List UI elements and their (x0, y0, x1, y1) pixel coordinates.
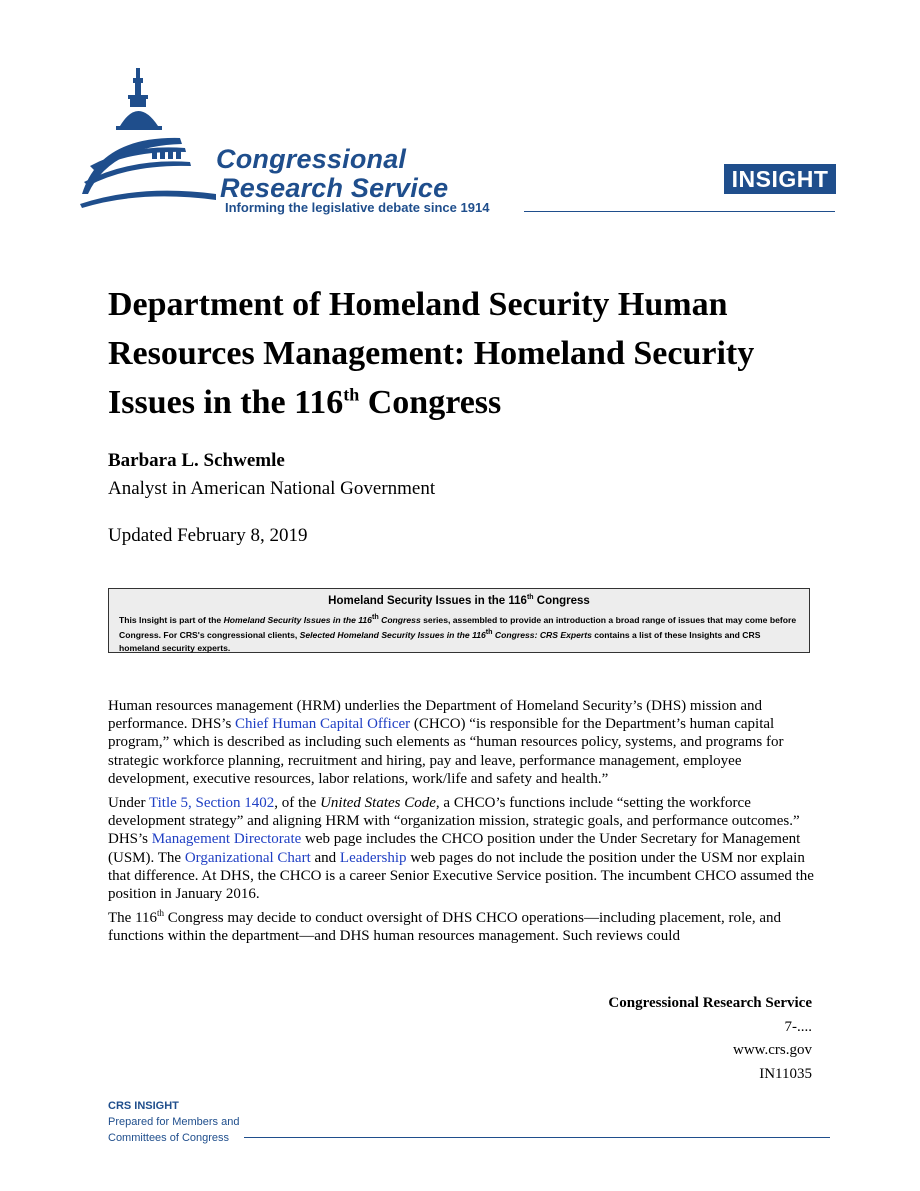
p2-text-a: Under (108, 795, 149, 812)
series-title-sup: th (526, 594, 534, 601)
p2-text-f: web pages do not include the position under the USM nor explain that difference. At DHS, the CHCO is a career Senior Executive Service position. The incumbent CHCO assumed the position in January 2016. (108, 849, 814, 903)
document-title (108, 280, 828, 427)
updated-date: Updated February 8, 2019 (108, 525, 308, 546)
crs-label: Congressional Research Service (608, 995, 812, 1011)
p2-text-c: , a CHCO’s functions include “setting the workforce development strategy” and aligning HRM with “organization mission, strategic goals, and performance outcomes.” DHS’s (108, 795, 800, 848)
p2-text-b: , of the (274, 795, 321, 812)
p3-text-a: The 116 (108, 910, 158, 927)
insight-badge: INSIGHT (724, 164, 836, 194)
footer-line-3: Committees of Congress (108, 1132, 230, 1144)
logo-tagline: Informing the legislative debate since 1914 (225, 200, 490, 215)
logo-line-congressional: Congressional (216, 144, 407, 174)
author-name: Barbara L. Schwemle (108, 450, 285, 471)
p3-text-b: Congress may decide to conduct oversight of DHS CHCO operations—including placement, role, and functions within the department—and DHS human resources management. Such reviews could (108, 910, 781, 945)
series-title-text: Homeland Security Issues in the 116 (328, 594, 527, 607)
crs-url: www.crs.gov (732, 1042, 812, 1058)
series-text-italic-2: Congress (378, 614, 421, 625)
organizational-chart-link[interactable]: Organizational Chart (184, 849, 311, 866)
footer-line-2: Prepared for Members and (108, 1116, 240, 1128)
body-paragraph-3 (108, 909, 814, 945)
series-info-box (108, 588, 810, 653)
title-text: Department of Homeland Security Human Resources Management: Homeland Security Issues in the 116 (108, 286, 755, 421)
body-paragraph-1 (108, 697, 814, 788)
series-text-2: series, assembled to provide an introduction a broad range of issues that may come before Congress. For CRS's congressional clients, (119, 614, 797, 641)
series-text-sup-1: th (371, 612, 379, 621)
crs-info-block (608, 992, 812, 1086)
series-text-italic-3: Selected Homeland Security Issues in the 116 (299, 630, 486, 641)
management-directorate-link[interactable]: Management Directorate (151, 831, 302, 848)
header-rule (524, 211, 835, 212)
chief-human-capital-officer-link[interactable]: Chief Human Capital Officer (235, 716, 411, 733)
series-box-title (109, 594, 809, 607)
report-code: 7-.... (784, 1018, 812, 1035)
p1-text-a: Human resources management (HRM) underlies the Department of Homeland Security’s (DHS) mission and performance. DHS’s (108, 698, 763, 733)
p2-text-e: and (310, 849, 340, 866)
series-text-3: contains a list of these Insights and CRS homeland security experts. (119, 630, 761, 653)
p1-text-b: (CHCO) “is responsible for the Department’s human capital program,” which is described as including such elements as “human resources policy, systems, and programs for strategic workforce planning, recruitment and hiring, pay and leave, performance management, employee development, executive resources, labor relations, work/life and safety and health.” (108, 716, 784, 787)
footer-rule (244, 1137, 830, 1138)
capitol-dome-logo-icon (80, 66, 220, 216)
series-text-sup-2: th (485, 628, 493, 637)
series-title-end: Congress (533, 594, 590, 607)
logo-line-research-service: Research Service (220, 173, 449, 203)
title-superscript: th (343, 384, 360, 405)
series-text-italic-4: Congress: CRS Experts (492, 630, 592, 641)
series-box-text (119, 611, 799, 654)
report-id: IN11035 (759, 1065, 812, 1082)
title-5-section-1402-link[interactable]: Title 5, Section 1402 (148, 795, 275, 812)
series-text-1: This Insight is part of the (119, 614, 224, 625)
body-paragraph-2 (108, 794, 814, 903)
footer (108, 1098, 239, 1146)
footer-label: CRS INSIGHT (108, 1100, 179, 1112)
author-role: Analyst in American National Government (108, 478, 436, 499)
body-text (108, 697, 814, 952)
p2-italic-usc: United States Code (320, 795, 436, 812)
crs-logo-wordmark (216, 145, 448, 203)
series-text-italic-1: Homeland Security Issues in the 116 (223, 614, 372, 625)
title-text-end: Congress (359, 384, 502, 421)
p2-text-d: web page includes the CHCO position under the Under Secretary for Management (USM). The (108, 831, 801, 866)
leadership-link[interactable]: Leadership (339, 849, 407, 866)
p3-sup: th (157, 908, 165, 919)
